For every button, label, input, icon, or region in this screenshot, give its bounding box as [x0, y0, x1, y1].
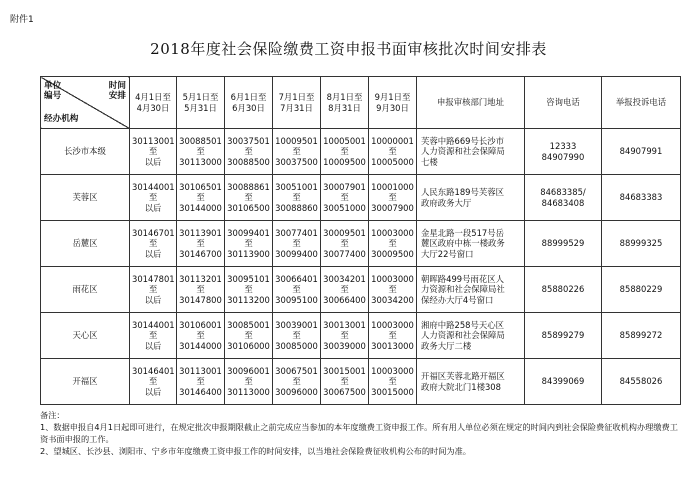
page-title: 2018年度社会保险缴费工资申报书面审核批次时间安排表	[150, 40, 547, 58]
complaint-cell: 84558026	[602, 359, 681, 405]
period-cell: 10001000至 30007900	[369, 175, 417, 221]
period-cell: 30106001至 30144000	[177, 313, 225, 359]
address-cell: 人民东路189号芙蓉区 政府政务大厅	[417, 175, 525, 221]
period-cell: 30015001至 30067500	[321, 359, 369, 405]
period-header: 7月1日至 7月31日	[273, 77, 321, 129]
complaint-cell: 85899272	[602, 313, 681, 359]
period-cell: 30077401 至30099400	[273, 221, 321, 267]
phone-header: 咨询电话	[525, 77, 602, 129]
notes-heading: 备注：	[40, 410, 65, 420]
period-cell: 30144001至 以后	[130, 175, 177, 221]
phone-cell: 84683385/ 84683408	[525, 175, 602, 221]
period-cell: 30085001至 30106000	[225, 313, 273, 359]
agency-cell: 天心区	[41, 313, 130, 359]
period-header: 9月1日至 9月30日	[369, 77, 417, 129]
period-cell: 10003000至 30013000	[369, 313, 417, 359]
period-cell: 30051001至 30088860	[273, 175, 321, 221]
period-cell: 30113001至 以后	[130, 129, 177, 175]
note-line-1: 1、数据申报自4月1日起即可进行，在规定批次申报期限截止之前完成应当参加的本年度缴费工资申报工作。所有用人单位必须在规定的时间内到社会保险费征收机构办理缴费工资书面申报的工作。	[40, 421, 678, 444]
period-cell: 30009501至 30077400	[321, 221, 369, 267]
period-cell: 30106501至 30144000	[177, 175, 225, 221]
period-cell: 30147801至 以后	[130, 267, 177, 313]
corner-agency: 经办机构	[44, 114, 79, 125]
period-cell: 30007901至 30051000	[321, 175, 369, 221]
period-cell: 10003000至 30009500	[369, 221, 417, 267]
period-cell: 10000001至 10005000	[369, 129, 417, 175]
address-cell: 开福区芙蓉北路开福区 政府大院北门1楼308	[417, 359, 525, 405]
period-cell: 10003000至 30034200	[369, 267, 417, 313]
period-cell: 30039001至 30085000	[273, 313, 321, 359]
period-cell: 30037501至 30088500	[225, 129, 273, 175]
period-cell: 30113001至 30146400	[177, 359, 225, 405]
address-cell: 芙蓉中路669号长沙市 人力资源和社会保障局 七楼	[417, 129, 525, 175]
attachment-label: 附件1	[10, 15, 34, 25]
period-cell: 30067501至 30096000	[273, 359, 321, 405]
period-cell: 30113201至 30147800	[177, 267, 225, 313]
agency-cell: 雨花区	[41, 267, 130, 313]
notes-section	[40, 410, 680, 458]
period-header: 4月1日至 4月30日	[130, 77, 177, 129]
address-cell: 湘府中路258号天心区 人力资源和社会保障局 政务大厅二楼	[417, 313, 525, 359]
table-row	[41, 175, 681, 221]
address-header: 申报审核部门地址	[417, 77, 525, 129]
note-line-2: 2、望城区、长沙县、浏阳市、宁乡市年度缴费工资申报工作的时间安排，以当地社会保险费征收机构公布的时间为准。	[40, 445, 471, 456]
table-row	[41, 359, 681, 405]
corner-time-schedule: 时间 安排	[108, 81, 126, 102]
table-row	[41, 313, 681, 359]
period-header: 5月1日至 5月31日	[177, 77, 225, 129]
corner-header-cell	[41, 77, 130, 129]
phone-cell: 12333 84907990	[525, 129, 602, 175]
corner-unit-number: 单位 编号	[44, 81, 62, 102]
period-cell: 30066401至 30095100	[273, 267, 321, 313]
complaint-cell: 85880229	[602, 267, 681, 313]
phone-cell: 88999529	[525, 221, 602, 267]
header-row	[41, 77, 681, 129]
period-cell: 30088501至 30113000	[177, 129, 225, 175]
period-header: 6月1日至 6月30日	[225, 77, 273, 129]
period-cell: 30013001至 30039000	[321, 313, 369, 359]
address-cell: 朝晖路499号雨花区人 力资源和社会保障局社 保经办大厅4号窗口	[417, 267, 525, 313]
phone-cell: 85899279	[525, 313, 602, 359]
table-row	[41, 129, 681, 175]
agency-cell: 开福区	[41, 359, 130, 405]
period-cell: 30095101至 30113200	[225, 267, 273, 313]
period-cell: 10005001至 10009500	[321, 129, 369, 175]
period-cell: 30113901至 30146700	[177, 221, 225, 267]
phone-cell: 84399069	[525, 359, 602, 405]
schedule-table	[40, 76, 681, 405]
complaint-cell: 84683383	[602, 175, 681, 221]
table-row	[41, 267, 681, 313]
period-cell: 30096001至 30113000	[225, 359, 273, 405]
period-cell: 30034201至 30066400	[321, 267, 369, 313]
period-header: 8月1日至 8月31日	[321, 77, 369, 129]
phone-cell: 85880226	[525, 267, 602, 313]
complaint-header: 举报投诉电话	[602, 77, 681, 129]
agency-cell: 长沙市本级	[41, 129, 130, 175]
agency-cell: 岳麓区	[41, 221, 130, 267]
table-row	[41, 221, 681, 267]
period-cell: 30146701至 以后	[130, 221, 177, 267]
complaint-cell: 88999325	[602, 221, 681, 267]
period-cell: 10003000至 30015000	[369, 359, 417, 405]
period-cell: 30144001至 以后	[130, 313, 177, 359]
period-cell: 30146401至 以后	[130, 359, 177, 405]
period-cell: 30088861至 30106500	[225, 175, 273, 221]
period-cell: 10009501至 30037500	[273, 129, 321, 175]
period-cell: 30099401至 30113900	[225, 221, 273, 267]
complaint-cell: 84907991	[602, 129, 681, 175]
agency-cell: 芙蓉区	[41, 175, 130, 221]
address-cell: 金星北路一段517号岳 麓区政府中栋一楼政务 大厅22号窗口	[417, 221, 525, 267]
